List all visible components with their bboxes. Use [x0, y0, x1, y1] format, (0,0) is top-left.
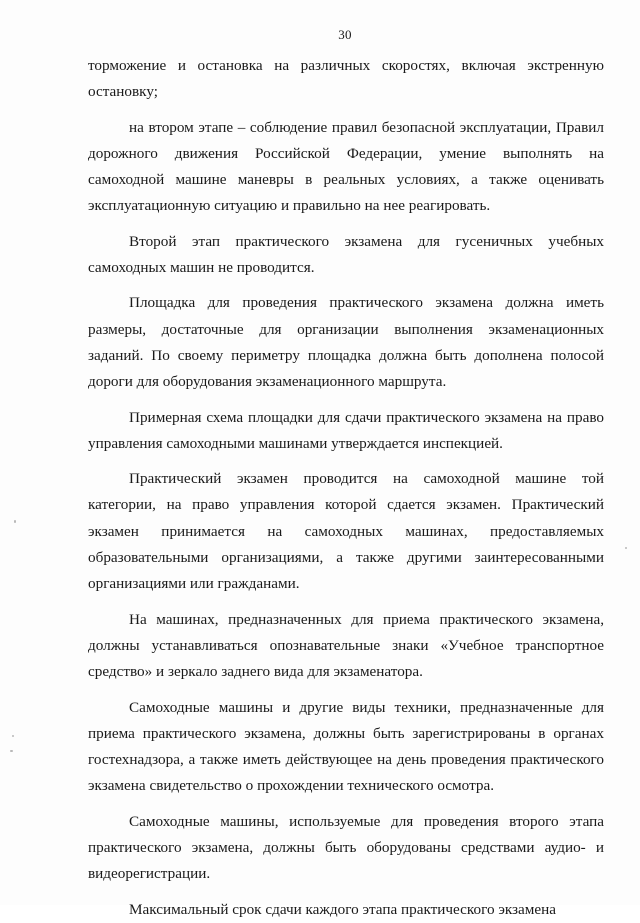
- scan-mark: [10, 750, 13, 752]
- paragraph-identification-signs: На машинах, предназначенных для приема практического экзамена, должны устанавливаться опознавательные знаки «Учебное транспортное средство» и зеркало заднего вида для экзаменатора.: [88, 610, 604, 681]
- paragraph-exam-machine-category: Практический экзамен проводится на самоходной машине той категории, на право управления которой сдается экзамен. Практический экзамен принимается на самоходных машинах, предоставляемых образовательными организациями, а также другими заинтересованными организациями или гражданами.: [88, 470, 604, 593]
- paragraph-tracked-machines: Второй этап практического экзамена для гусеничных учебных самоходных машин не проводится.: [88, 232, 604, 277]
- paragraph-registration: Самоходные машины и другие виды техники, предназначенные для приема практического экзамена, должны быть зарегистрированы в органах гостехнадзора, а также иметь действующее на день проведения практического экзамена свидетельство о прохождении технического осмотра.: [88, 698, 604, 795]
- paragraph-exam-site: Площадка для проведения практического экзамена должна иметь размеры, достаточные для организации выполнения экзаменационных заданий. По своему периметру площадка должна быть дополнена полосой дороги для оборудования экзаменационного маршрута.: [88, 294, 604, 391]
- scan-mark: [12, 735, 14, 737]
- scan-mark: [625, 547, 627, 549]
- document-body: [88, 53, 604, 923]
- paragraph-max-term: Максимальный срок сдачи каждого этапа практического экзамена: [129, 900, 557, 918]
- paragraph-site-scheme: Примерная схема площадки для сдачи практического экзамена на право управления самоходными машинами утверждается инспекцией.: [88, 408, 604, 452]
- scan-mark: [14, 520, 16, 523]
- paragraph-braking: торможение и остановка на различных скоростях, включая экстренную остановку;: [88, 57, 604, 101]
- paragraph-second-stage-requirements: на втором этапе – соблюдение правил безопасной эксплуатации, Правил дорожного движения Российской Федерации, умение выполнять на самоходной машине маневры в реальных условиях, а также оценивать эксплуатационную ситуацию и правильно на нее реагировать.: [88, 118, 604, 215]
- paragraph-video-recording: Самоходные машины, используемые для проведения второго этапа практического экзамена, должны быть оборудованы средствами аудио- и видеорегистрации.: [88, 812, 604, 883]
- page-number: 30: [338, 27, 352, 42]
